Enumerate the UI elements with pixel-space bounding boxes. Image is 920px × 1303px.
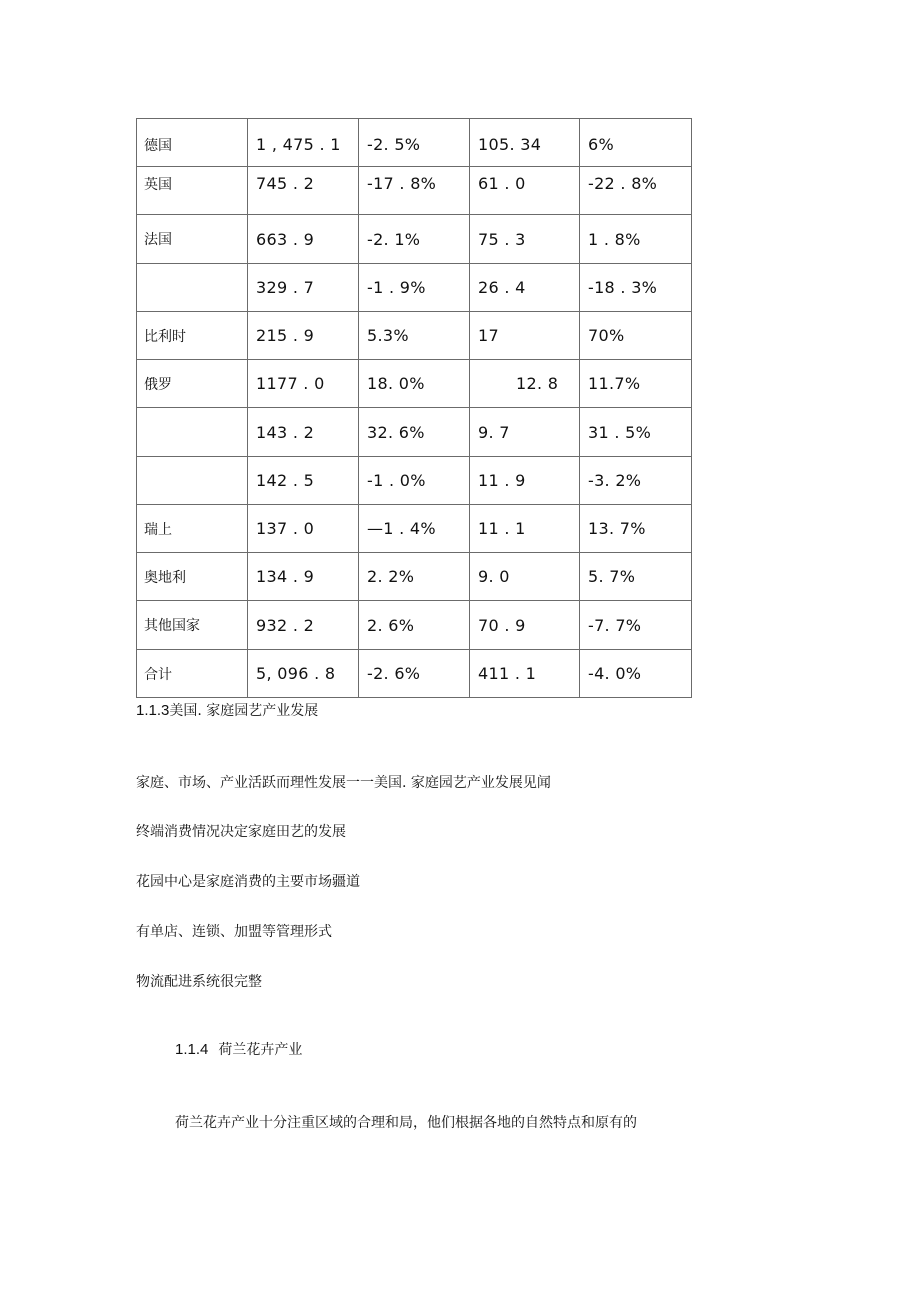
table-body [137, 119, 692, 698]
change-cell: 5. 7% [580, 553, 692, 601]
value-cell: 1177 . 0 [248, 360, 359, 408]
change-cell: -2. 5% [359, 119, 470, 167]
value-cell: 9. 7 [470, 408, 580, 457]
value-cell: 142 . 5 [248, 457, 359, 505]
value-cell: 663 . 9 [248, 215, 359, 264]
country-cell: 英国 [137, 167, 248, 215]
change-cell: -4. 0% [580, 650, 692, 698]
value-cell: 329 . 7 [248, 264, 359, 312]
value-cell: 5, 096 . 8 [248, 650, 359, 698]
value-cell: 105. 34 [470, 119, 580, 167]
change-cell: 6% [580, 119, 692, 167]
paragraph-line: 物流配进系统很完整 [136, 974, 262, 990]
table-row [137, 505, 692, 553]
change-cell: -3. 2% [580, 457, 692, 505]
value-cell: 75 . 3 [470, 215, 580, 264]
change-cell: 5.3% [359, 312, 470, 360]
table-row [137, 553, 692, 601]
table-row [137, 457, 692, 505]
body-paragraph: 荷兰花卉产业十分注重区域的合理和局，他们根据各地的自然特点和原有的 [175, 1115, 637, 1131]
section-number: 1.1.4 [175, 1041, 209, 1058]
country-cell: 合计 [137, 650, 248, 698]
value-cell: 70 . 9 [470, 601, 580, 650]
country-cell: 其他国家 [137, 601, 248, 650]
country-statistics-table [136, 118, 692, 698]
value-cell: 26 . 4 [470, 264, 580, 312]
paragraph-line: 终端消费情况决定家庭田艺的发展 [136, 824, 346, 840]
change-cell: —1 . 4% [359, 505, 470, 553]
change-cell: 2. 2% [359, 553, 470, 601]
table-row [137, 312, 692, 360]
value-cell: 411 . 1 [470, 650, 580, 698]
value-cell: 11 . 9 [470, 457, 580, 505]
section-heading-1-1-4 [175, 1041, 302, 1059]
change-cell: -17 . 8% [359, 167, 470, 215]
change-cell: 11.7% [580, 360, 692, 408]
value-cell: 932 . 2 [248, 601, 359, 650]
change-cell: -18 . 3% [580, 264, 692, 312]
country-cell: 奥地利 [137, 553, 248, 601]
value-cell: 11 . 1 [470, 505, 580, 553]
country-cell: 瑞上 [137, 505, 248, 553]
country-cell: 俄罗 [137, 360, 248, 408]
value-cell: 12. 8 [470, 360, 580, 408]
country-cell [137, 457, 248, 505]
table-row [137, 119, 692, 167]
change-cell: 13. 7% [580, 505, 692, 553]
country-cell: 比利时 [137, 312, 248, 360]
section-number: 1.1.3 [136, 702, 170, 719]
paragraph-line: 花园中心是家庭消费的主要市场疆道 [136, 874, 360, 890]
value-cell: 134 . 9 [248, 553, 359, 601]
value-cell: 1 , 475 . 1 [248, 119, 359, 167]
value-cell: 143 . 2 [248, 408, 359, 457]
paragraph-line: 有单店、连锁、加盟等管理形式 [136, 924, 332, 940]
table-row [137, 601, 692, 650]
value-cell: 61 . 0 [470, 167, 580, 215]
country-cell: 德国 [137, 119, 248, 167]
change-cell: 18. 0% [359, 360, 470, 408]
section-title: 美国. 家庭园艺产业发展 [169, 703, 319, 719]
table-row [137, 408, 692, 457]
change-cell: -2. 1% [359, 215, 470, 264]
table-row [137, 264, 692, 312]
change-cell: 1 . 8% [580, 215, 692, 264]
country-cell: 法国 [137, 215, 248, 264]
value-cell: 745 . 2 [248, 167, 359, 215]
change-cell: 2. 6% [359, 601, 470, 650]
country-cell [137, 408, 248, 457]
value-cell: 137 . 0 [248, 505, 359, 553]
change-cell: 32. 6% [359, 408, 470, 457]
change-cell: 31 . 5% [580, 408, 692, 457]
paragraph-line: 家庭、市场、产业活跃而理性发展一一美国. 家庭园艺产业发展见闻 [136, 775, 551, 791]
section-title: 荷兰花卉产业 [218, 1042, 303, 1058]
change-cell: -1 . 9% [359, 264, 470, 312]
table-row [137, 360, 692, 408]
country-cell [137, 264, 248, 312]
value-cell: 9. 0 [470, 553, 580, 601]
change-cell: -7. 7% [580, 601, 692, 650]
table-row [137, 650, 692, 698]
table-row [137, 167, 692, 215]
change-cell: -22 . 8% [580, 167, 692, 215]
change-cell: 70% [580, 312, 692, 360]
value-cell: 17 [470, 312, 580, 360]
table-row [137, 215, 692, 264]
value-cell: 215 . 9 [248, 312, 359, 360]
change-cell: -2. 6% [359, 650, 470, 698]
section-heading-1-1-3 [136, 702, 318, 720]
change-cell: -1 . 0% [359, 457, 470, 505]
